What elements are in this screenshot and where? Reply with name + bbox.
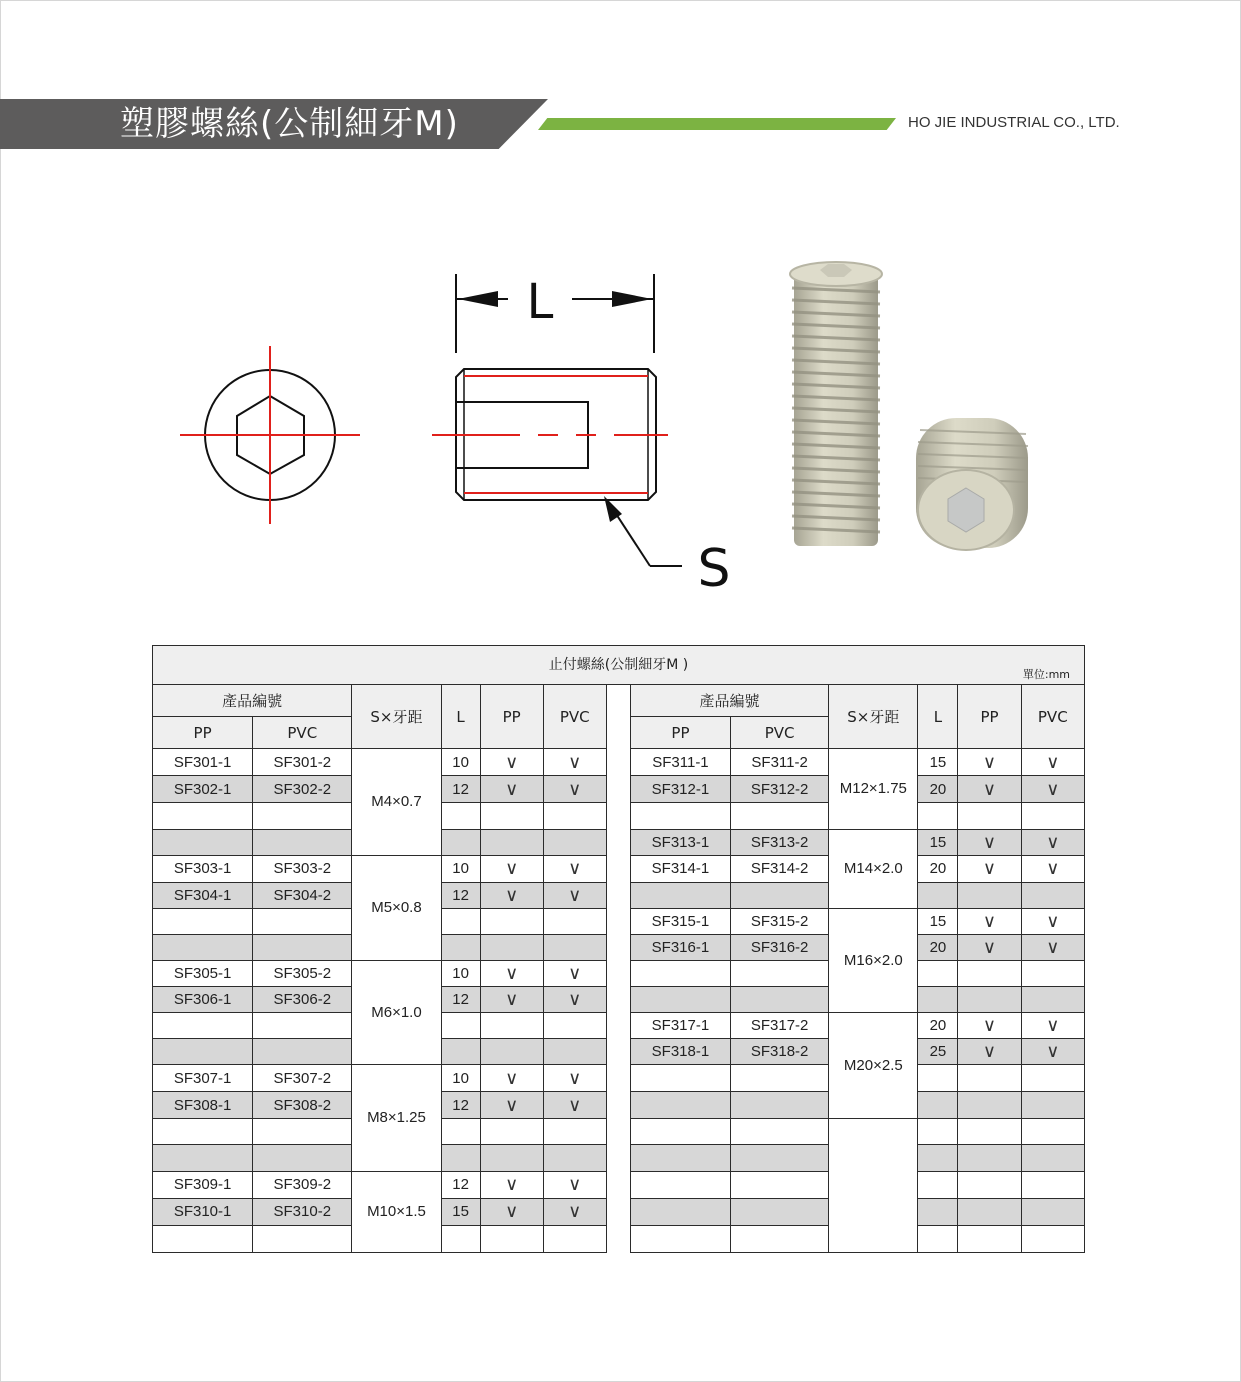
pp-code-cell: SF310-1 xyxy=(153,1198,253,1225)
pp-check-cell: ∨ xyxy=(480,960,543,986)
pvc-check-cell xyxy=(1021,1065,1084,1092)
table-row xyxy=(153,960,1085,986)
table-row xyxy=(153,1039,1085,1065)
length-cell: 20 xyxy=(918,1013,958,1039)
length-cell xyxy=(918,1119,958,1145)
table-title: 止付螺絲(公制細牙M ) xyxy=(548,657,689,673)
side-view-diagram xyxy=(432,274,731,599)
pvc-check-cell xyxy=(1021,1171,1084,1198)
pvc-check-cell: ∨ xyxy=(1021,1013,1084,1039)
pvc-code-cell: SF315-2 xyxy=(731,908,829,934)
spec-cell: M16×2.0 xyxy=(829,908,918,1012)
pp-check-cell: ∨ xyxy=(958,776,1021,803)
pp-check-cell: ∨ xyxy=(480,749,543,776)
pvc-check-cell: ∨ xyxy=(1021,749,1084,776)
pp-check-cell xyxy=(958,1092,1021,1119)
product-no-header: 產品編號 xyxy=(630,685,828,717)
spec-cell: M12×1.75 xyxy=(829,749,918,829)
pp-code-cell: SF302-1 xyxy=(153,776,253,803)
spec-cell: M5×0.8 xyxy=(352,855,441,960)
pvc-check-cell: ∨ xyxy=(543,776,606,803)
pp-code-cell xyxy=(630,1065,730,1092)
pp-code-cell: SF305-1 xyxy=(153,960,253,986)
pvc-check-cell xyxy=(543,803,606,829)
length-cell xyxy=(918,1145,958,1171)
pvc-code-cell xyxy=(731,1198,829,1225)
length-cell xyxy=(441,1039,480,1065)
length-cell: 12 xyxy=(441,1171,480,1198)
pvc-code-cell: SF309-2 xyxy=(253,1171,352,1198)
pp-check-cell xyxy=(480,1119,543,1145)
length-cell: 15 xyxy=(918,908,958,934)
pp-code-cell xyxy=(630,1225,730,1252)
pvc-code-cell: SF306-2 xyxy=(253,987,352,1013)
table-caption xyxy=(153,646,1085,685)
pvc-code-cell: SF314-2 xyxy=(731,855,829,882)
pvc-check-cell: ∨ xyxy=(543,1092,606,1119)
table-row xyxy=(153,1119,1085,1145)
pp-code-cell xyxy=(630,960,730,986)
pp-check-cell xyxy=(958,1065,1021,1092)
table-row xyxy=(153,803,1085,829)
product-no-header: 產品編號 xyxy=(153,685,352,717)
spec-cell: M6×1.0 xyxy=(352,960,441,1064)
pvc-code-cell xyxy=(731,1065,829,1092)
pp-check-cell xyxy=(480,1225,543,1252)
pp-code-cell xyxy=(153,1013,253,1039)
pp-code-cell xyxy=(153,1119,253,1145)
pp-code-cell xyxy=(630,1092,730,1119)
column-gap xyxy=(606,1039,630,1065)
pp-check-cell: ∨ xyxy=(480,987,543,1013)
length-cell: 20 xyxy=(918,855,958,882)
length-label: L xyxy=(526,274,554,330)
length-cell xyxy=(441,1013,480,1039)
pvc-check-cell: ∨ xyxy=(543,1065,606,1092)
length-cell xyxy=(918,960,958,986)
pp-code-cell: SF307-1 xyxy=(153,1065,253,1092)
pp-code-cell xyxy=(630,987,730,1013)
pp-code-cell: SF312-1 xyxy=(630,776,730,803)
pp-check-cell xyxy=(958,882,1021,908)
length-cell xyxy=(441,1119,480,1145)
pvc-code-cell: SF302-2 xyxy=(253,776,352,803)
length-cell: 12 xyxy=(441,987,480,1013)
table-row xyxy=(153,934,1085,960)
pp-check-cell xyxy=(958,1145,1021,1171)
pp-code-cell: SF315-1 xyxy=(630,908,730,934)
table-row xyxy=(153,1013,1085,1039)
length-cell xyxy=(441,803,480,829)
pvc-check-cell: ∨ xyxy=(543,960,606,986)
spec-header: S×牙距 xyxy=(829,685,918,749)
column-gap xyxy=(606,829,630,855)
pp-code-cell xyxy=(153,803,253,829)
pvc-code-cell: SF317-2 xyxy=(731,1013,829,1039)
column-gap xyxy=(606,685,630,749)
length-cell xyxy=(918,1065,958,1092)
pvc-code-cell xyxy=(731,1119,829,1145)
length-cell: 15 xyxy=(918,749,958,776)
pp-code-cell: SF311-1 xyxy=(630,749,730,776)
length-cell: 12 xyxy=(441,1092,480,1119)
pp-material-header: PP xyxy=(480,685,543,749)
pp-code-cell xyxy=(630,803,730,829)
pvc-code-cell xyxy=(731,960,829,986)
pvc-check-cell xyxy=(1021,987,1084,1013)
pvc-code-cell: SF312-2 xyxy=(731,776,829,803)
column-gap xyxy=(606,855,630,882)
pp-code-cell xyxy=(630,1198,730,1225)
pvc-check-cell xyxy=(1021,803,1084,829)
table-row xyxy=(153,1225,1085,1252)
table-row xyxy=(153,776,1085,803)
pvc-code-cell xyxy=(253,1145,352,1171)
length-cell: 20 xyxy=(918,776,958,803)
long-screw-image xyxy=(790,262,882,546)
accent-bar xyxy=(538,118,896,130)
pp-check-cell xyxy=(480,803,543,829)
column-gap xyxy=(606,803,630,829)
pp-check-cell: ∨ xyxy=(958,934,1021,960)
table-row xyxy=(153,829,1085,855)
length-cell xyxy=(918,1225,958,1252)
pvc-check-cell xyxy=(543,1119,606,1145)
pvc-check-cell: ∨ xyxy=(543,987,606,1013)
table-row xyxy=(153,882,1085,908)
table-row xyxy=(153,908,1085,934)
technical-drawing xyxy=(170,260,740,600)
pvc-code-cell: SF313-2 xyxy=(731,829,829,855)
pp-code-cell: SF317-1 xyxy=(630,1013,730,1039)
table-row xyxy=(153,987,1085,1013)
pvc-check-cell: ∨ xyxy=(1021,934,1084,960)
pp-code-cell xyxy=(153,1039,253,1065)
pvc-check-cell xyxy=(1021,1225,1084,1252)
pp-code-cell: SF301-1 xyxy=(153,749,253,776)
column-gap xyxy=(606,1065,630,1092)
pvc-check-cell: ∨ xyxy=(543,882,606,908)
table-row xyxy=(153,749,1085,776)
pp-code-cell xyxy=(153,908,253,934)
column-gap xyxy=(606,1225,630,1252)
length-cell xyxy=(918,987,958,1013)
column-gap xyxy=(606,934,630,960)
pp-check-cell xyxy=(480,1145,543,1171)
pvc-code-cell xyxy=(253,1225,352,1252)
pvc-check-cell: ∨ xyxy=(1021,855,1084,882)
pp-check-cell xyxy=(958,1225,1021,1252)
thread-label: S xyxy=(697,539,731,599)
pvc-check-cell: ∨ xyxy=(1021,1039,1084,1065)
spec-cell: M14×2.0 xyxy=(829,829,918,908)
column-gap xyxy=(606,987,630,1013)
pp-check-cell xyxy=(480,1013,543,1039)
pp-code-header: PP xyxy=(630,717,730,749)
length-cell: 12 xyxy=(441,776,480,803)
length-cell: 20 xyxy=(918,934,958,960)
pvc-code-cell: SF318-2 xyxy=(731,1039,829,1065)
length-cell xyxy=(441,934,480,960)
column-gap xyxy=(606,908,630,934)
pp-code-cell xyxy=(153,1225,253,1252)
pvc-check-cell xyxy=(543,934,606,960)
pp-code-cell xyxy=(630,1119,730,1145)
spec-cell: M20×2.5 xyxy=(829,1013,918,1119)
length-cell: 25 xyxy=(918,1039,958,1065)
pp-check-cell xyxy=(958,803,1021,829)
pp-code-cell xyxy=(153,1145,253,1171)
length-cell: 15 xyxy=(918,829,958,855)
short-screw-image xyxy=(916,418,1028,550)
column-gap xyxy=(606,749,630,776)
pp-check-cell: ∨ xyxy=(480,1065,543,1092)
pvc-code-cell: SF310-2 xyxy=(253,1198,352,1225)
pp-code-cell: SF308-1 xyxy=(153,1092,253,1119)
pvc-check-cell xyxy=(543,1039,606,1065)
length-cell xyxy=(918,1198,958,1225)
length-cell: 10 xyxy=(441,855,480,882)
pvc-code-cell xyxy=(253,908,352,934)
pp-code-cell: SF303-1 xyxy=(153,855,253,882)
pvc-code-cell xyxy=(253,803,352,829)
pp-check-cell xyxy=(958,960,1021,986)
pvc-code-cell xyxy=(731,1092,829,1119)
pvc-code-cell: SF304-2 xyxy=(253,882,352,908)
pvc-code-cell xyxy=(253,829,352,855)
pvc-check-cell xyxy=(543,1225,606,1252)
pp-code-cell: SF309-1 xyxy=(153,1171,253,1198)
pp-code-cell xyxy=(630,1171,730,1198)
pp-check-cell: ∨ xyxy=(480,1171,543,1198)
pvc-check-cell: ∨ xyxy=(1021,829,1084,855)
table-row xyxy=(153,1198,1085,1225)
table-row xyxy=(153,1065,1085,1092)
pp-check-cell xyxy=(480,829,543,855)
pp-check-cell: ∨ xyxy=(958,855,1021,882)
length-cell xyxy=(918,882,958,908)
pp-check-cell xyxy=(958,1119,1021,1145)
pp-check-cell: ∨ xyxy=(958,829,1021,855)
spec-table xyxy=(152,645,1085,1253)
pvc-check-cell xyxy=(1021,1145,1084,1171)
column-gap xyxy=(606,1013,630,1039)
pp-code-cell xyxy=(153,829,253,855)
table-row xyxy=(153,855,1085,882)
pp-code-cell: SF316-1 xyxy=(630,934,730,960)
end-view-diagram xyxy=(180,346,360,524)
spec-cell: M10×1.5 xyxy=(352,1171,441,1252)
pvc-check-cell xyxy=(1021,1119,1084,1145)
pp-check-cell xyxy=(958,987,1021,1013)
pvc-check-cell xyxy=(543,829,606,855)
pvc-check-cell: ∨ xyxy=(543,1171,606,1198)
pvc-check-cell xyxy=(1021,960,1084,986)
pvc-code-cell xyxy=(253,1013,352,1039)
pp-code-cell xyxy=(630,1145,730,1171)
pvc-check-cell xyxy=(543,1013,606,1039)
pvc-code-cell: SF311-2 xyxy=(731,749,829,776)
spec-cell: M4×0.7 xyxy=(352,749,441,855)
spec-cell: M8×1.25 xyxy=(352,1065,441,1171)
length-cell xyxy=(441,1225,480,1252)
pp-code-cell: SF313-1 xyxy=(630,829,730,855)
length-header: L xyxy=(441,685,480,749)
column-gap xyxy=(606,960,630,986)
length-cell: 10 xyxy=(441,960,480,986)
pvc-check-cell: ∨ xyxy=(543,749,606,776)
length-cell: 15 xyxy=(441,1198,480,1225)
pvc-material-header: PVC xyxy=(543,685,606,749)
pp-check-cell: ∨ xyxy=(958,749,1021,776)
pvc-code-cell xyxy=(731,1171,829,1198)
column-gap xyxy=(606,1171,630,1198)
pp-check-cell: ∨ xyxy=(480,855,543,882)
table-row xyxy=(153,1092,1085,1119)
table-row xyxy=(153,1145,1085,1171)
product-photo xyxy=(770,258,1040,558)
pvc-code-cell: SF303-2 xyxy=(253,855,352,882)
pvc-material-header: PVC xyxy=(1021,685,1084,749)
column-gap xyxy=(606,1119,630,1145)
length-cell xyxy=(918,1092,958,1119)
length-cell xyxy=(441,829,480,855)
column-gap xyxy=(606,882,630,908)
length-cell xyxy=(918,1171,958,1198)
pvc-code-cell xyxy=(253,934,352,960)
pvc-code-header: PVC xyxy=(731,717,829,749)
pvc-check-cell: ∨ xyxy=(1021,776,1084,803)
pvc-code-cell: SF316-2 xyxy=(731,934,829,960)
pvc-code-cell xyxy=(253,1039,352,1065)
page-title: 塑膠螺絲(公制細牙M) xyxy=(120,104,459,144)
pvc-code-cell xyxy=(731,1225,829,1252)
pp-check-cell xyxy=(480,908,543,934)
spec-header: S×牙距 xyxy=(352,685,441,749)
pp-check-cell xyxy=(480,934,543,960)
length-cell: 10 xyxy=(441,749,480,776)
spec-cell xyxy=(829,1119,918,1253)
pp-check-cell xyxy=(480,1039,543,1065)
pp-check-cell: ∨ xyxy=(480,1198,543,1225)
length-cell xyxy=(918,803,958,829)
length-cell xyxy=(441,908,480,934)
pvc-check-cell xyxy=(1021,1092,1084,1119)
pp-check-cell: ∨ xyxy=(480,882,543,908)
pp-check-cell xyxy=(958,1198,1021,1225)
column-gap xyxy=(606,776,630,803)
length-cell: 12 xyxy=(441,882,480,908)
pvc-code-cell xyxy=(731,882,829,908)
pp-code-cell: SF318-1 xyxy=(630,1039,730,1065)
company-name: HO JIE INDUSTRIAL CO., LTD. xyxy=(908,114,1120,131)
pvc-check-cell: ∨ xyxy=(1021,908,1084,934)
pp-code-cell: SF306-1 xyxy=(153,987,253,1013)
length-header: L xyxy=(918,685,958,749)
length-cell xyxy=(441,1145,480,1171)
pvc-check-cell xyxy=(1021,1198,1084,1225)
pvc-check-cell xyxy=(543,1145,606,1171)
unit-label: 單位:mm xyxy=(1022,668,1070,682)
pp-check-cell: ∨ xyxy=(480,1092,543,1119)
pvc-code-cell xyxy=(731,1145,829,1171)
pvc-code-cell: SF301-2 xyxy=(253,749,352,776)
pp-check-cell: ∨ xyxy=(480,776,543,803)
table-row xyxy=(153,1171,1085,1198)
length-cell: 10 xyxy=(441,1065,480,1092)
pp-check-cell: ∨ xyxy=(958,908,1021,934)
pvc-check-cell xyxy=(1021,882,1084,908)
pp-material-header: PP xyxy=(958,685,1021,749)
pvc-code-header: PVC xyxy=(253,717,352,749)
pvc-code-cell xyxy=(731,987,829,1013)
pp-check-cell xyxy=(958,1171,1021,1198)
pvc-check-cell xyxy=(543,908,606,934)
column-gap xyxy=(606,1145,630,1171)
pp-code-cell xyxy=(153,934,253,960)
column-gap xyxy=(606,1198,630,1225)
pvc-check-cell: ∨ xyxy=(543,855,606,882)
pp-code-cell xyxy=(630,882,730,908)
pvc-code-cell xyxy=(253,1119,352,1145)
pvc-code-cell: SF308-2 xyxy=(253,1092,352,1119)
column-gap xyxy=(606,1092,630,1119)
pvc-check-cell: ∨ xyxy=(543,1198,606,1225)
pvc-code-cell: SF305-2 xyxy=(253,960,352,986)
pp-check-cell: ∨ xyxy=(958,1013,1021,1039)
pvc-code-cell xyxy=(731,803,829,829)
pp-code-header: PP xyxy=(153,717,253,749)
pp-code-cell: SF304-1 xyxy=(153,882,253,908)
pp-check-cell: ∨ xyxy=(958,1039,1021,1065)
pp-code-cell: SF314-1 xyxy=(630,855,730,882)
pvc-code-cell: SF307-2 xyxy=(253,1065,352,1092)
